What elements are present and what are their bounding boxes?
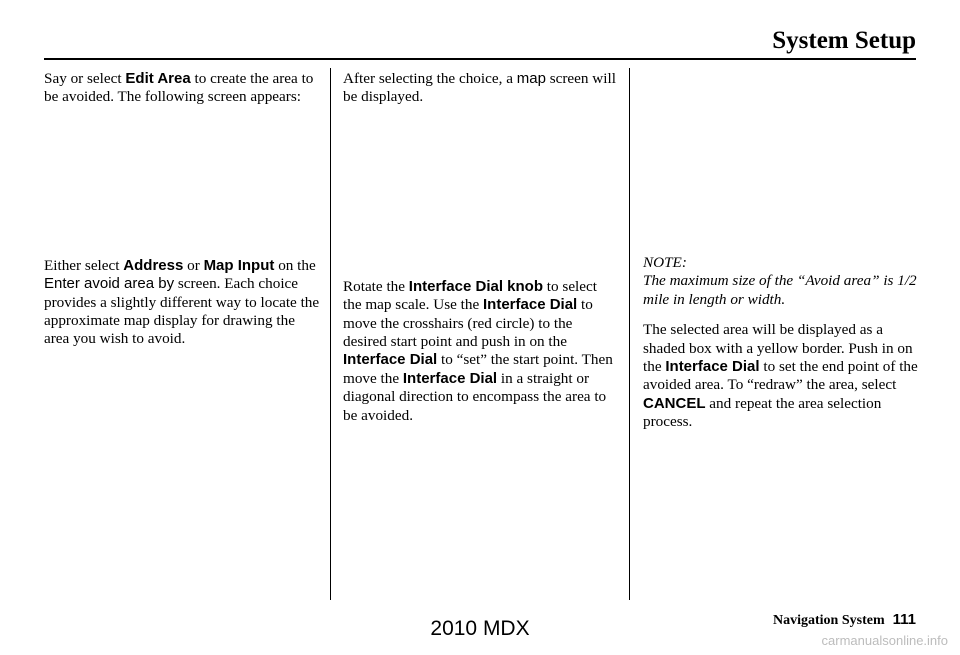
text: to set the end point of the avoided area. To “redraw” the area, select (643, 358, 918, 394)
column-divider-1 (330, 68, 331, 600)
note-text: The maximum size of the “Avoid area” is 1/2 mile in length or width. (643, 272, 917, 308)
enter-avoid-area-term: Enter avoid area by (44, 275, 175, 293)
map-term: map (516, 70, 546, 87)
interface-dial-term: Interface Dial (665, 358, 760, 376)
watermark-model: 2010 MDX (430, 617, 530, 640)
col2-paragraph-1 (343, 70, 618, 107)
text: Either select (44, 256, 124, 274)
map-input-term: Map Input (203, 256, 275, 274)
column-divider-2 (629, 68, 630, 600)
header-rule (44, 58, 916, 60)
text: Rotate the (343, 277, 409, 295)
text: The selected area will be displayed as a shaded box with a yellow border. Push in on the (643, 321, 913, 376)
col1-paragraph-2 (44, 257, 322, 349)
text: and repeat the area selection process. (643, 394, 882, 431)
edit-area-term: Edit Area (125, 70, 191, 87)
text: screen will be displayed. (343, 70, 616, 106)
text: in a straight or diagonal direction to encompass the area to be avoided. (343, 369, 607, 424)
address-term: Address (123, 256, 184, 274)
text: to “set” the start point. Then move the (343, 351, 613, 387)
watermark (0, 617, 960, 648)
interface-dial-term: Interface Dial (343, 351, 438, 369)
interface-dial-knob-term: Interface Dial knob (408, 277, 543, 295)
text: to create the area to be avoided. The following screen appears: (44, 70, 314, 106)
interface-dial-term: Interface Dial (483, 296, 578, 314)
text: on the (274, 256, 316, 274)
watermark-site: carmanualsonline.info (821, 633, 948, 648)
interface-dial-term: Interface Dial (402, 369, 498, 387)
column-1 (44, 70, 322, 349)
column-3 (643, 254, 918, 432)
text: screen. Each choice provides a slightly different way to locate the approximate map display for drawing the area you wish to avoid. (44, 275, 320, 348)
col3-paragraph (643, 321, 918, 431)
footer-section: Navigation System (773, 613, 885, 628)
note-label: NOTE: (643, 254, 687, 271)
page-number: 111 (892, 611, 916, 628)
text: or (183, 256, 204, 274)
text: After selecting the choice, a (343, 70, 517, 87)
cancel-term: CANCEL (643, 394, 706, 412)
column-2 (343, 70, 618, 425)
page-title: System Setup (772, 27, 916, 54)
text: to select the map scale. Use the (343, 277, 597, 314)
col2-paragraph-2 (343, 278, 618, 425)
text: Say or select (44, 70, 126, 87)
col1-paragraph-1 (44, 70, 322, 107)
text: to move the crosshairs (red circle) to the desired start point and push in on the (343, 296, 593, 351)
